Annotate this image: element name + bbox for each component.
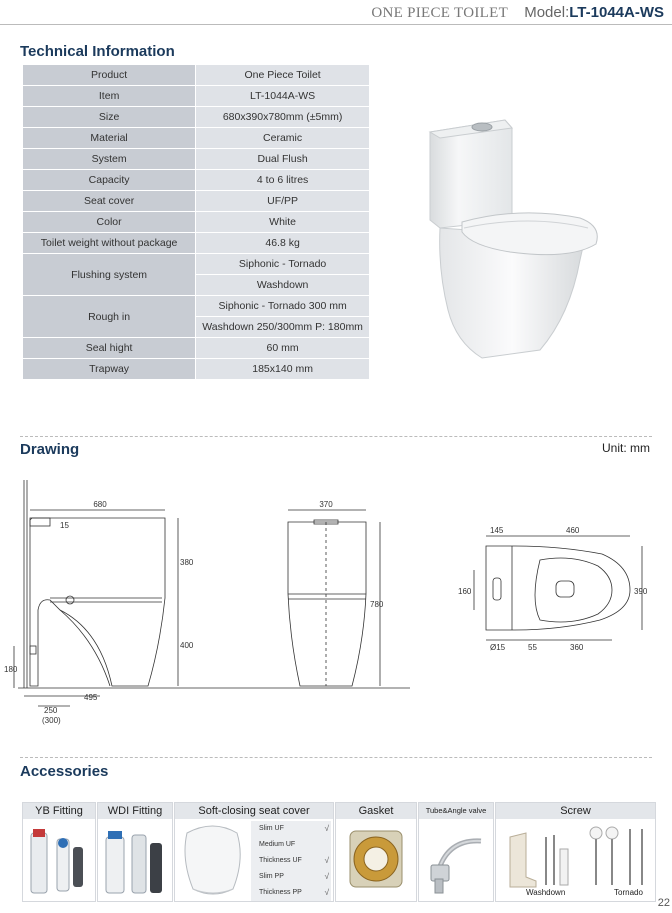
wdi-fitting-image — [98, 819, 172, 901]
divider — [20, 436, 652, 437]
spec-key: Capacity — [23, 170, 196, 191]
page-number: 22 — [657, 897, 670, 909]
spec-value: Washdown — [196, 275, 370, 296]
seat-option: Slim UF √ — [251, 821, 331, 837]
seat-option: Thickness UF √ — [251, 853, 331, 869]
spec-value: 4 to 6 litres — [196, 170, 370, 191]
technical-title: Technical Information — [20, 43, 175, 60]
dim-side-floor: 180 — [4, 665, 18, 674]
spec-value: 680x390x780mm (±5mm) — [196, 107, 370, 128]
screw-caption-tornado: Tornado — [614, 888, 643, 897]
toilet-product-image — [420, 110, 610, 370]
accessory-label: Screw — [496, 803, 655, 819]
spec-row — [23, 359, 370, 380]
model-number: LT-1044A-WS — [569, 4, 664, 21]
yb-fitting-image — [23, 819, 95, 901]
dim-side-rough-alt: (300) — [42, 716, 61, 725]
spec-row — [23, 233, 370, 254]
spec-key: Trapway — [23, 359, 196, 380]
seat-option: Thickness PP √ — [251, 885, 331, 901]
accessory-label: Gasket — [336, 803, 416, 819]
spec-row — [23, 338, 370, 359]
accessory-tube-angle-valve — [418, 802, 494, 902]
dim-top-length: 460 — [566, 526, 580, 535]
technical-drawing — [0, 470, 672, 730]
dim-side-top: 15 — [60, 521, 69, 530]
dim-side-base: 495 — [84, 693, 98, 702]
dim-side-lower: 400 — [180, 641, 194, 650]
spec-value: UF/PP — [196, 191, 370, 212]
spec-key: Size — [23, 107, 196, 128]
spec-key: Seal hight — [23, 338, 196, 359]
spec-row — [23, 191, 370, 212]
spec-row — [23, 170, 370, 191]
spec-key: Material — [23, 128, 196, 149]
spec-value: 185x140 mm — [196, 359, 370, 380]
accessories-strip — [22, 802, 656, 902]
angle-valve-image — [419, 819, 493, 901]
spec-value: Siphonic - Tornado 300 mm — [196, 296, 370, 317]
spec-value: One Piece Toilet — [196, 65, 370, 86]
spec-value: LT-1044A-WS — [196, 86, 370, 107]
unit-label: Unit: mm — [602, 441, 650, 455]
screw-caption-washdown: Washdown — [526, 888, 566, 897]
spec-value: 46.8 kg — [196, 233, 370, 254]
accessory-label: Tube&Angle valve — [419, 803, 493, 819]
spec-key: Item — [23, 86, 196, 107]
dim-top-hole: Ø15 — [490, 643, 506, 652]
spec-key: Flushing system — [23, 254, 196, 296]
spec-key: Seat cover — [23, 191, 196, 212]
dim-top-gap: 55 — [528, 643, 537, 652]
dim-side-upper: 380 — [180, 558, 194, 567]
dim-side-rough: 250 — [44, 706, 58, 715]
gasket-image — [336, 819, 416, 901]
dim-side-width: 680 — [93, 500, 107, 509]
model-label: Model: — [524, 4, 570, 21]
spec-value: Ceramic — [196, 128, 370, 149]
spec-value: Washdown 250/300mm P: 180mm — [196, 317, 370, 338]
dim-top-offset: 145 — [490, 526, 504, 535]
spec-value: Dual Flush — [196, 149, 370, 170]
spec-row — [23, 149, 370, 170]
accessory-wdi-fitting — [97, 802, 173, 902]
spec-key: System — [23, 149, 196, 170]
spec-row — [23, 128, 370, 149]
spec-row — [23, 296, 370, 317]
dim-front-height: 780 — [370, 600, 384, 609]
spec-key: Product — [23, 65, 196, 86]
spec-row — [23, 86, 370, 107]
spec-key: Rough in — [23, 296, 196, 338]
header-rule — [0, 24, 672, 25]
seat-cover-image — [175, 819, 251, 901]
accessory-seat-cover — [174, 802, 334, 902]
seat-option: Medium UF — [251, 837, 331, 853]
spec-value: White — [196, 212, 370, 233]
spec-row — [23, 107, 370, 128]
accessory-yb-fitting — [22, 802, 96, 902]
accessory-label: YB Fitting — [23, 803, 95, 819]
spec-table — [22, 64, 370, 380]
spec-key: Color — [23, 212, 196, 233]
spec-value: 60 mm — [196, 338, 370, 359]
accessory-screw — [495, 802, 656, 902]
accessory-label: Soft-closing seat cover — [175, 803, 333, 819]
seat-option: Slim PP √ — [251, 869, 331, 885]
page-header — [0, 0, 672, 26]
spec-key: Toilet weight without package — [23, 233, 196, 254]
accessories-title: Accessories — [20, 763, 109, 780]
drawing-title: Drawing — [20, 441, 80, 458]
header-title — [371, 4, 664, 22]
spec-value: Siphonic - Tornado — [196, 254, 370, 275]
dim-top-bowl: 360 — [570, 643, 584, 652]
dim-top-left-h: 160 — [458, 587, 472, 596]
dim-top-depth: 390 — [634, 587, 648, 596]
accessory-gasket — [335, 802, 417, 902]
dim-front-width: 370 — [319, 500, 333, 509]
product-line: ONE PIECE TOILET — [371, 5, 509, 21]
divider — [20, 757, 652, 758]
spec-row — [23, 212, 370, 233]
accessory-label: WDI Fitting — [98, 803, 172, 819]
seat-cover-options — [251, 821, 331, 901]
spec-row — [23, 65, 370, 86]
spec-row — [23, 254, 370, 275]
